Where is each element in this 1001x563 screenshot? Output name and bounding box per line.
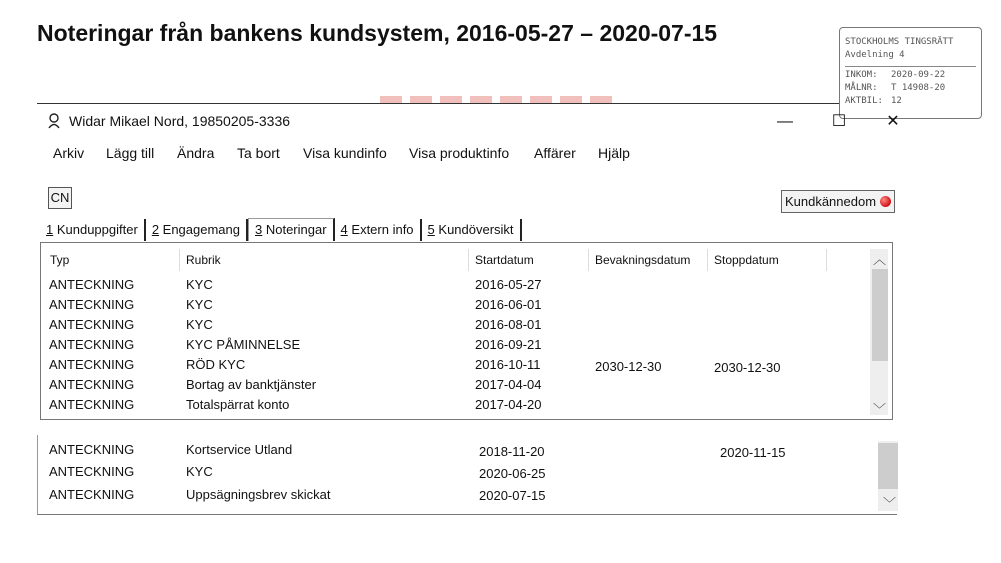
- tab-strip: [40, 217, 522, 241]
- cn-button[interactable]: CN: [48, 187, 72, 209]
- cell-startdatum: 2016-05-27: [475, 277, 542, 292]
- tab-engagemang[interactable]: [146, 219, 248, 241]
- column-divider: [826, 249, 827, 271]
- kundkannedom-label: Kundkännedom: [784, 194, 877, 209]
- cell-typ: ANTECKNING: [49, 337, 135, 352]
- tab-kunduppgifter[interactable]: [40, 219, 146, 241]
- cell-startdatum: 2016-09-21: [475, 337, 542, 352]
- tab-key: 3: [255, 222, 263, 237]
- slide-title: Noteringar från bankens kundsystem, 2016-05-27 – 2020-07-15: [37, 20, 718, 46]
- cell-rubrik: KYC: [186, 317, 213, 332]
- cell-bevakningsdatum: 2030-12-30: [595, 359, 662, 374]
- menu-affarer[interactable]: Affärer: [534, 145, 576, 161]
- window-titlebar: [47, 113, 290, 129]
- cell-stoppdatum: 2030-12-30: [714, 360, 781, 375]
- cell-typ: ANTECKNING: [49, 377, 135, 392]
- tab-key: 5: [427, 222, 435, 237]
- tab-label: Engagemang: [159, 222, 240, 237]
- red-status-icon: [880, 196, 891, 207]
- cell-startdatum: 2017-04-20: [475, 397, 542, 412]
- cell-startdatum: 2016-10-11: [475, 357, 541, 372]
- scroll-up-icon[interactable]: ︿: [873, 252, 887, 267]
- cell-rubrik: RÖD KYC: [186, 357, 246, 372]
- stamp-court: STOCKHOLMS TINGSRÄTT: [845, 37, 954, 47]
- scrollbar-thumb[interactable]: [872, 269, 888, 361]
- cell-rubrik: KYC: [186, 297, 213, 312]
- cell-startdatum: 2016-06-01: [475, 297, 542, 312]
- cell-startdatum: 2017-04-04: [475, 377, 542, 392]
- cell-rubrik: Totalspärrat konto: [186, 397, 290, 412]
- tab-extern-info[interactable]: [335, 219, 422, 241]
- tab-key: 4: [340, 222, 348, 237]
- column-header-stoppdatum[interactable]: Stoppdatum: [714, 253, 779, 267]
- tab-noteringar[interactable]: [248, 218, 335, 241]
- stamp-inkom-label: INKOM:: [845, 70, 878, 80]
- stamp-separator: [845, 66, 976, 67]
- court-stamp: [839, 27, 982, 119]
- maximize-button[interactable]: ☐: [831, 113, 847, 130]
- notes-table-continued: [37, 435, 897, 515]
- scroll-down-icon[interactable]: ﹀: [873, 402, 887, 417]
- person-icon: [47, 113, 61, 129]
- cell-startdatum: 2016-08-01: [475, 317, 542, 332]
- stamp-malnr-value: T 14908-20: [891, 83, 946, 93]
- cell-rubrik: Bortag av banktjänster: [186, 377, 317, 392]
- column-divider: [468, 249, 469, 271]
- column-header-rubrik[interactable]: Rubrik: [186, 253, 221, 267]
- column-divider: [707, 249, 708, 271]
- close-button[interactable]: ✕: [886, 113, 900, 130]
- tab-label: Noteringar: [262, 222, 327, 237]
- cell-stoppdatum: 2020-11-15: [720, 445, 786, 460]
- menu-ta-bort[interactable]: Ta bort: [237, 145, 280, 161]
- cell-typ: ANTECKNING: [49, 487, 135, 502]
- cell-rubrik: KYC: [186, 277, 213, 292]
- tab-kundoversikt[interactable]: [422, 219, 522, 241]
- stamp-aktbil-value: 12: [891, 96, 902, 106]
- cell-typ: ANTECKNING: [49, 277, 135, 292]
- notes-table: [40, 242, 893, 420]
- cell-rubrik: KYC: [186, 464, 213, 479]
- tab-label: Kunduppgifter: [53, 222, 138, 237]
- cell-rubrik: KYC PÅMINNELSE: [186, 337, 301, 352]
- menu-arkiv[interactable]: Arkiv: [53, 145, 85, 161]
- cell-startdatum: 2020-07-15: [479, 488, 546, 503]
- window-controls: [758, 112, 920, 132]
- divider-line: [37, 103, 839, 104]
- cell-typ: ANTECKNING: [49, 464, 135, 479]
- column-header-startdatum[interactable]: Startdatum: [475, 253, 534, 267]
- scrollbar-thumb[interactable]: [878, 443, 898, 489]
- stamp-malnr-label: MÅLNR:: [845, 83, 878, 93]
- stamp-division: Avdelning 4: [845, 50, 905, 60]
- scroll-down-icon[interactable]: ﹀: [883, 496, 897, 511]
- tab-label: Extern info: [347, 222, 414, 237]
- cell-typ: ANTECKNING: [49, 357, 135, 372]
- column-divider: [179, 249, 180, 271]
- kundkannedom-button[interactable]: [781, 190, 895, 213]
- menu-visa-kundinfo[interactable]: Visa kundinfo: [303, 145, 387, 161]
- tab-key: 2: [151, 222, 160, 237]
- menu-visa-produktinfo[interactable]: Visa produktinfo: [409, 145, 510, 161]
- minimize-button[interactable]: —: [777, 113, 793, 130]
- cell-typ: ANTECKNING: [49, 397, 135, 412]
- cell-typ: ANTECKNING: [49, 297, 135, 312]
- stamp-aktbil-label: AKTBIL:: [845, 96, 883, 106]
- cell-rubrik: Uppsägningsbrev skickat: [186, 487, 331, 502]
- menu-lagg-till[interactable]: Lägg till: [106, 145, 155, 161]
- window-title: Widar Mikael Nord, 19850205-3336: [69, 113, 291, 129]
- menu-bar: [53, 145, 638, 161]
- cell-typ: ANTECKNING: [49, 317, 135, 332]
- cell-typ: ANTECKNING: [49, 442, 135, 457]
- cell-startdatum: 2020-06-25: [479, 466, 546, 481]
- column-header-typ[interactable]: Typ: [50, 253, 70, 267]
- column-divider: [588, 249, 589, 271]
- tab-key: 1: [46, 222, 54, 237]
- stamp-inkom-value: 2020-09-22: [891, 70, 946, 80]
- cell-rubrik: Kortservice Utland: [186, 442, 293, 457]
- menu-hjalp[interactable]: Hjälp: [598, 145, 630, 161]
- cell-startdatum: 2018-11-20: [479, 444, 545, 459]
- tab-label: Kundöversikt: [434, 222, 514, 237]
- menu-andra[interactable]: Ändra: [177, 145, 215, 161]
- column-header-bevakningsdatum[interactable]: Bevakningsdatum: [595, 253, 691, 267]
